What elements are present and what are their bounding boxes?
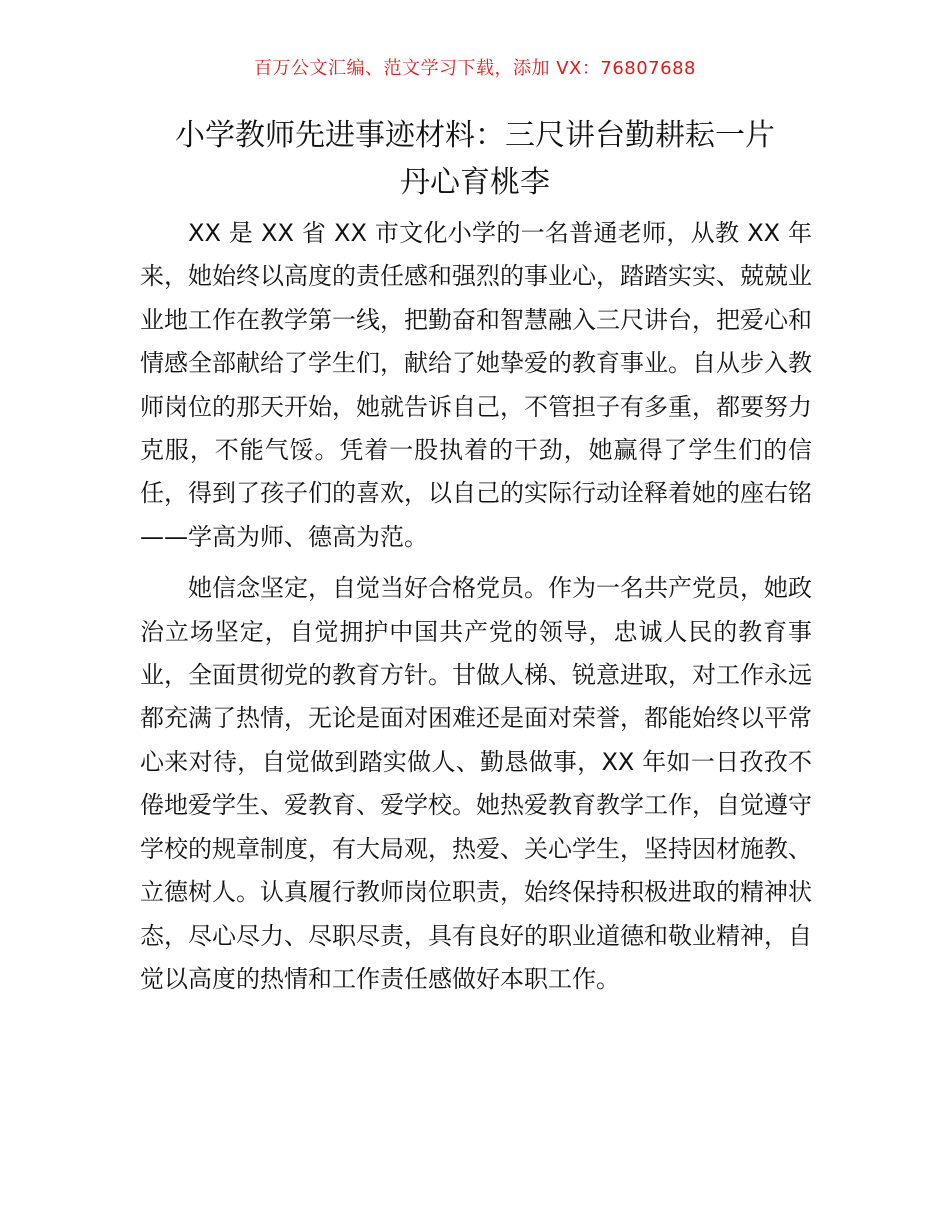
paragraph-2: 她信念坚定，自觉当好合格党员。作为一名共产党员，她政治立场坚定，自觉拥护中国共产党的领导，忠诚人民的教育事业，全面贯彻党的教育方针。甘做人梯、锐意进取，对工作永远都充满了热情，无论是面对困难还是面对荣誉，都能始终以平常心来对待，自觉做到踏实做人、勤恳做事，XX 年如一日孜孜不倦地爱学生、爱教育、爱学校。她热爱教育教学工作，自觉遵守学校的规章制度，有大局观，热爱、关心学生，坚持因材施教、立德树人。认真履行教师岗位职责，始终保持积极进取的精神状态，尽心尽力、尽职尽责，具有良好的职业道德和敬业精神，自觉以高度的热情和工作责任感做好本职工作。 <box>140 574 812 993</box>
title-line-2: 丹心育桃李 <box>400 165 550 200</box>
title-line-1: 小学教师先进事迹材料：三尺讲台勤耕耘一片 <box>175 118 775 153</box>
header-watermark-note: 百万公文汇编、范文学习下载，添加 VX：76807688 <box>254 58 696 79</box>
paragraph-1: XX 是 XX 省 XX 市文化小学的一名普通老师，从教 XX 年来，她始终以高度的责任感和强烈的事业心，踏踏实实、兢兢业业地工作在教学第一线，把勤奋和智慧融入三尺讲台，把爱心和情感全部献给了学生们，献给了她挚爱的教育事业。自从步入教师岗位的那天开始，她就告诉自己，不管担子有多重，都要努力克服，不能气馁。凭着一股执着的干劲，她赢得了学生们的信任，得到了孩子们的喜欢，以自己的实际行动诠释着她的座右铭——学高为师、德高为范。 <box>140 219 812 551</box>
document-body <box>140 212 812 1009</box>
page-title <box>130 112 820 206</box>
